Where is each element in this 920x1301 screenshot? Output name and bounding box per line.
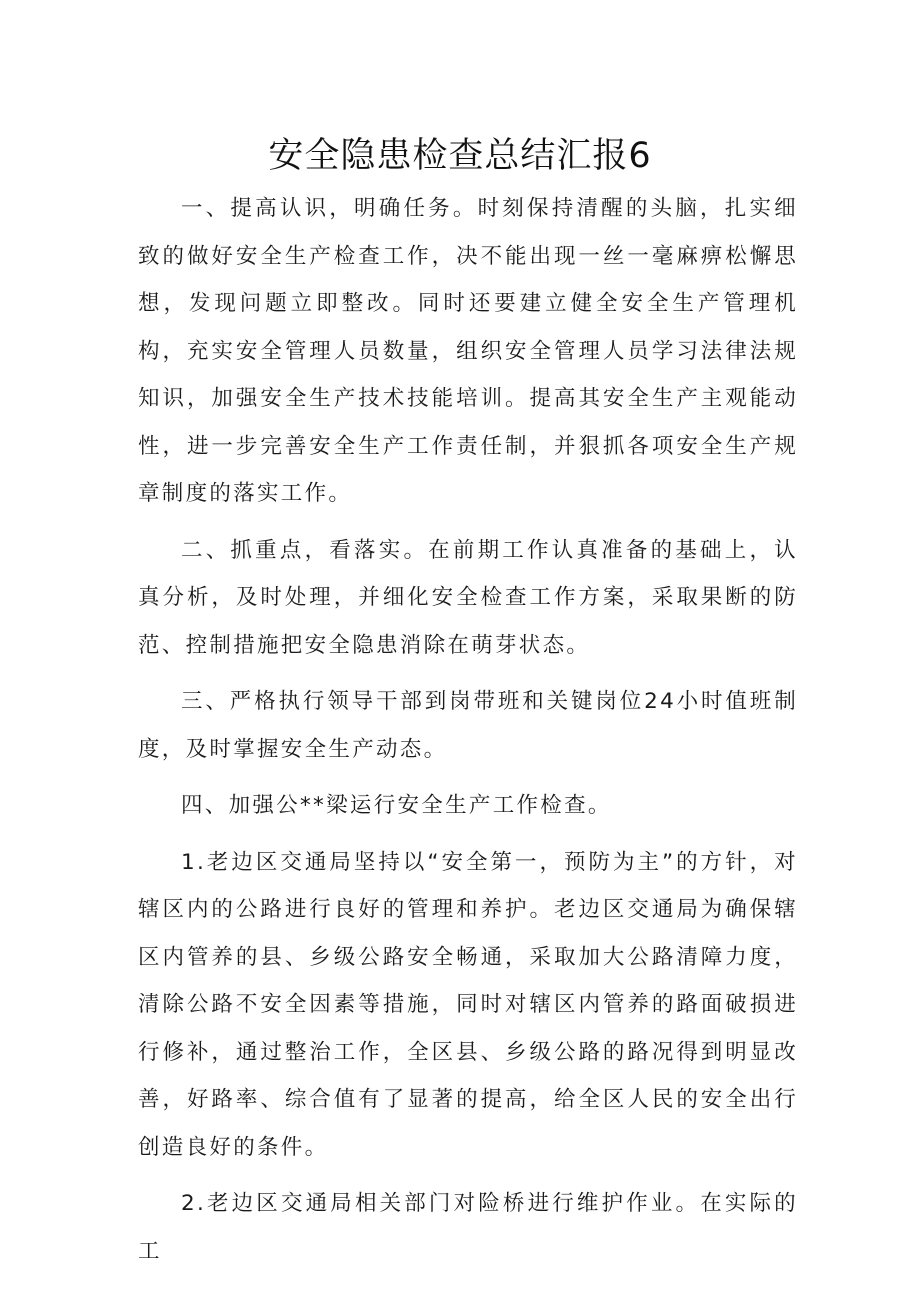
paragraph-road-maintenance: 1.老边区交通局坚持以“安全第一，预防为主”的方针，对辖区内的公路进行良好的管理和养护。老边区交通局为确保辖区内管养的县、乡级公路安全畅通，采取加大公路清障力度，清除公路不安全因素等措施，同时对辖区内管养的路面破损进行修补，通过整治工作，全区县、乡级公路的路况得到明显改善，好路率、综合值有了显著的提高，给全区人民的安全出行创造良好的条件。 xyxy=(138,849,798,1160)
paragraph-duty-system: 三、严格执行领导干部到岗带班和关键岗位24小时值班制度，及时掌握安全生产动态。 xyxy=(138,689,798,762)
paragraph-bridge-repair: 2.老边区交通局相关部门对险桥进行维护作业。在实际的工 xyxy=(138,1191,798,1264)
paragraph-bridge-inspection: 四、加强公**梁运行安全生产工作检查。 xyxy=(181,793,612,818)
paragraph-focus-implementation: 二、抓重点，看落实。在前期工作认真准备的基础上，认真分析，及时处理，并细化安全检查工作方案，采取果断的防范、控制措施把安全隐患消除在萌芽状态。 xyxy=(138,537,798,658)
document-title: 安全隐患检查总结汇报6 xyxy=(268,136,652,176)
paragraph-raise-awareness: 一、提高认识，明确任务。时刻保持清醒的头脑，扎实细致的做好安全生产检查工作，决不能出现一丝一毫麻痹松懈思想，发现问题立即整改。同时还要建立健全安全生产管理机构，充实安全管理人员数量，组织安全管理人员学习法律法规知识，加强安全生产技术技能培训。提高其安全生产主观能动性，进一步完善安全生产工作责任制，并狠抓各项安全生产规章制度的落实工作。 xyxy=(138,196,798,506)
document-body xyxy=(138,185,798,1284)
